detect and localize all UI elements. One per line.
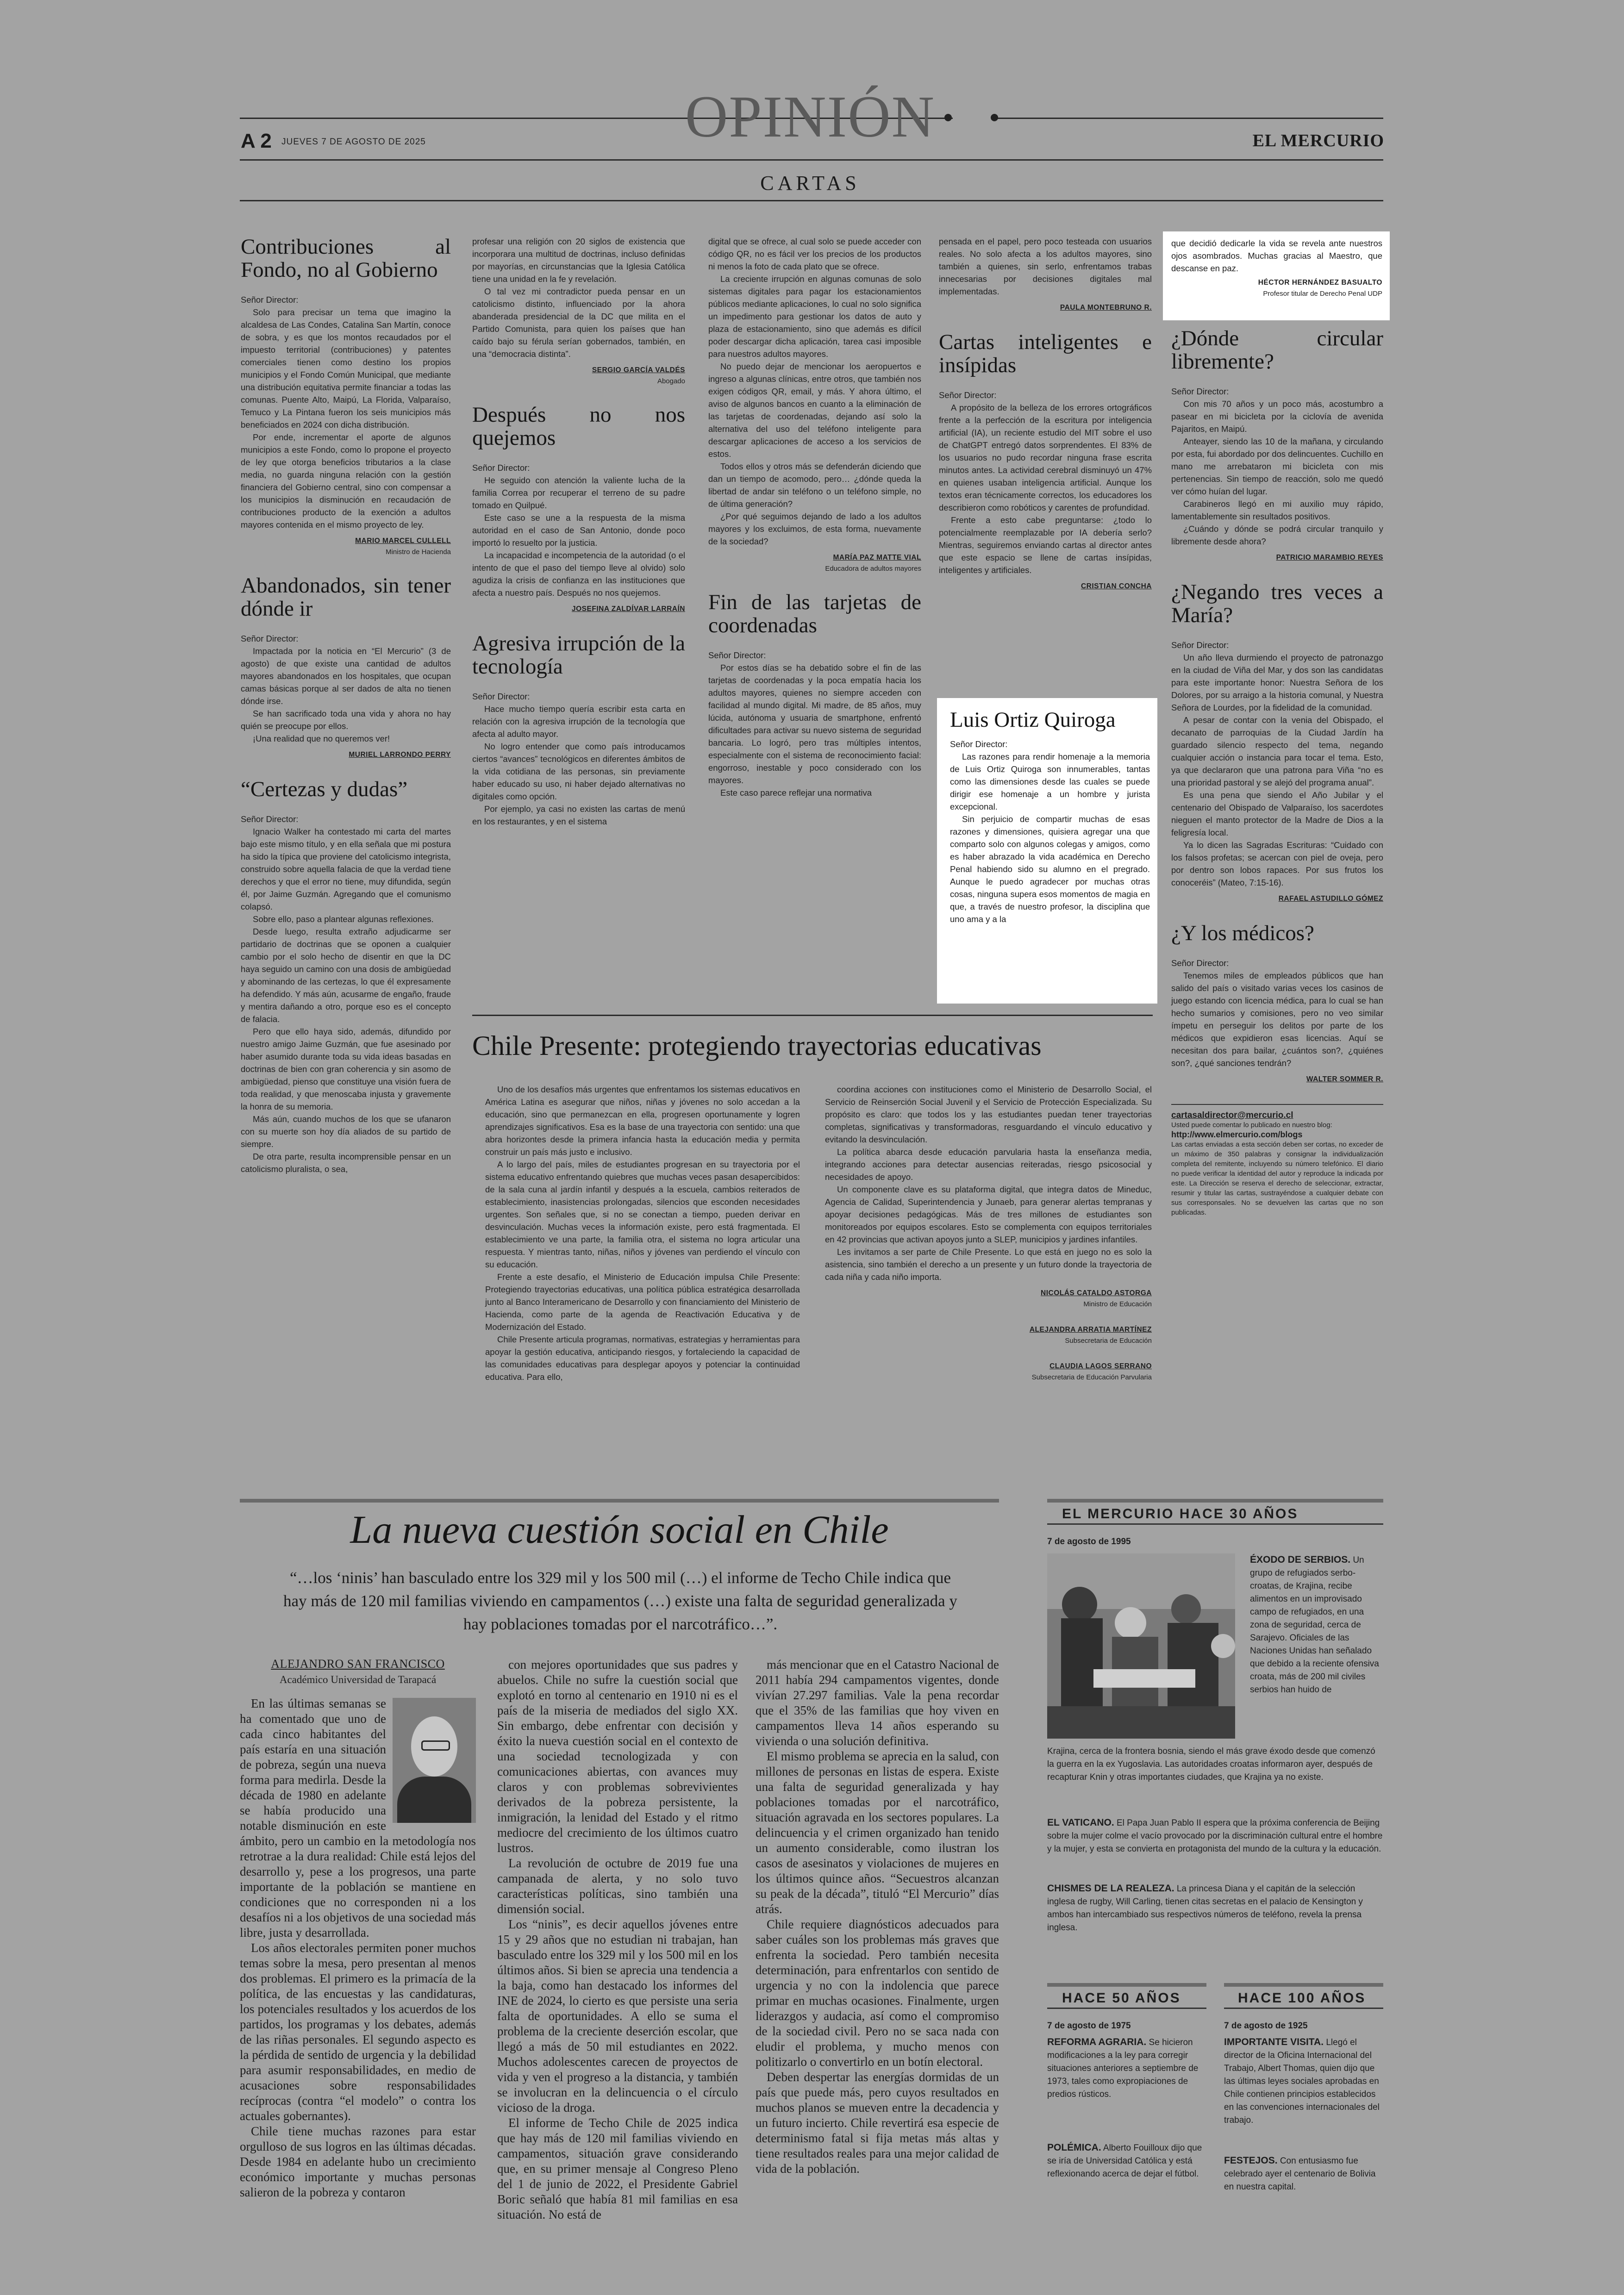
letter-paragraph: Carabineros llegó en mi auxilio muy rápido, lamentablemente sin resultados positivos. [1171, 499, 1383, 521]
signature-role: Ministro de Hacienda [386, 548, 451, 556]
article-paragraph: El mismo problema se aprecia en la salud, con millones de personas en listas de espera. Existe una falta de seguridad generalizada y hay poblaciones tomadas por el narcotráfico, situación agravada en los sectores populares. La delincuencia y el crimen organizado han tenido un aumento considerable, como ilustran los casos de asesinatos y violaciones de mujeres en los últimos quince años. “Secuestros alcanzan su peak de la década”, tituló “El Mercurio” días atrás. [756, 1749, 999, 1916]
salutation: Señor Director: [472, 463, 530, 473]
letter-title: ¿Negando tres veces a María? [1171, 580, 1383, 627]
letter-title: Cartas inteligentes e insípidas [939, 330, 1152, 377]
signature: MARIO MARCEL CULLELL [355, 537, 451, 545]
op-ed-column-3 [756, 1657, 999, 2177]
op-ed-body-col1 [240, 1696, 476, 2200]
letter-paragraph: Desde luego, resulta extraño adjudicarme ser partidario de doctrinas que se oponen a cualquier cambio por el solo hecho de disentir en que la DC haya seguido un camino con una dosis de ambigüedad y abominando de las certezas, lo que él expresamente ha defendido. Y más aún, acusarme de engaño, fraude y mentira dañando a otro, porque eso es el concepto de falacia. [241, 927, 451, 1024]
hace-30-item-3 [1047, 1882, 1383, 1934]
signature: MURIEL LARRONDO PERRY [349, 751, 451, 759]
op-ed-pull-quote: “…los ‘ninis’ han basculado entre los 329 mil y los 500 mil (…) el informe de Techo Chile indica que hay más de 120 mil familias viviendo en campamentos (…) existe una falta de seguridad generalizada y hay poblaciones tomadas por el narcotráfico…”. [283, 1569, 957, 1633]
salutation: Señor Director: [1171, 387, 1229, 396]
letter-paragraph: Por ejemplo, ya casi no existen las cartas de menú en los restaurantes, y en el sistema [472, 804, 685, 826]
op-ed-author: ALEJANDRO SAN FRANCISCO [271, 1657, 445, 1671]
news-item-title: FESTEJOS. [1224, 2155, 1278, 2166]
letter-paragraph: Ya lo dicen las Sagradas Escrituras: “Cuidado con los falsos profetas; se acercan con piel de oveja, pero por dentro son lobos rapaces. Por sus frutos los conoceréis” (Mateo, 7:15-16). [1171, 840, 1383, 887]
letter-title: Fin de las tarjetas de coordenadas [708, 590, 921, 637]
salutation: Señor Director: [241, 634, 299, 643]
salutation: Señor Director: [1171, 640, 1229, 650]
page-label: A 2 [241, 130, 272, 152]
hace-30-item-1-continued: Krajina, cerca de la frontera bosnia, siendo el más grave éxodo desde que comenzó la guerra en la ex Yugoslavia. Las autoridades croatas informaron ayer, después de recapturar Knin y otras importantes ciudades, que Krajina ya no existe. [1047, 1746, 1375, 1782]
article-paragraph: coordina acciones con instituciones como el Ministerio de Desarrollo Social, el Servicio de Reinserción Social Juvenil y el Servicio de Protección Especializada. Su propósito es claro: que todos los y las estudiantes puedan tener trayectorias completas, significativas y transformadoras, resguardando el vínculo educativo y evitando la desvinculación. [825, 1085, 1152, 1144]
signature: CLAUDIA LAGOS SERRANO [1049, 1362, 1152, 1370]
salutation: Señor Director: [939, 390, 997, 400]
hace-100-header [1224, 1983, 1383, 2009]
highlighted-letter-box-continued [1163, 231, 1390, 320]
letters-column-2 [472, 235, 685, 828]
letter-paragraph: Más aún, cuando muchos de los que se ufanaron con su muerte son hoy día aliados de su partido de siempre. [241, 1114, 451, 1149]
signature: SERGIO GARCÍA VALDÉS [592, 366, 685, 374]
salutation: Señor Director: [950, 739, 1008, 749]
letter-paragraph: digital que se ofrece, al cual solo se puede acceder con código QR, no es fácil ver los precios de los productos ni menos la foto de cada plato que se ofrece. [708, 237, 921, 271]
article-paragraph: Uno de los desafíos más urgentes que enfrentamos los sistemas educativos en América Latina es asegurar que niños, niñas y jóvenes no solo accedan a la educación, sino que permanezcan en ella, progresen oportunamente y logren aprendizajes significativos. Esa es la base de una trayectoria con sentido: una que abra horizontes desde la primera infancia hasta la educación media y permita construir un país más justo e inclusivo. [485, 1085, 800, 1157]
news-item-title: EL VATICANO. [1047, 1817, 1114, 1828]
article-paragraph: El informe de Techo Chile de 2025 indica que hay más de 120 mil familias viviendo en campamentos, situación grave considerando que, en su primer mensaje al Congreso Pleno del 1 de junio de 2022, el Presidente Gabriel Boric señaló que había 81 mil familias en esa situación. No está de [497, 2116, 738, 2221]
article-paragraph: Chile tiene muchas razones para estar orgulloso de sus logros en las últimas décadas. Desde 1984 en adelante hubo un crecimiento económico importante y muchas personas salieron de la pobreza y contaron [240, 2124, 476, 2199]
salutation: Señor Director: [472, 692, 530, 701]
hace-100-item-1 [1224, 2036, 1383, 2127]
hace-30-header [1047, 1499, 1383, 1525]
article-paragraph: Los años electorales permiten poner muchos temas sobre la mesa, pero presentan al menos dos problemas. El primero es la primacía de la política, de las encuestas y las candidaturas, los potenciales resultados y los acuerdos de los partidos, los programas y los debates, además de las riñas personales. El segundo aspecto es la pérdida de sentido de urgencia y la debilidad para asumir responsabilidades, en medio de acusaciones sobre responsabilidades recíprocas (contra “el modelo” o contra los actuales gobernantes). [240, 1941, 476, 2123]
letter-paragraph: O tal vez mi contradictor pueda pensar en un catolicismo distinto, influenciado por la ahora abanderada presidencial de la DC que milita en el Partido Comunista, para quien los países que han caído bajo su férula serían gobernados, también, en una “democracia distinta”. [472, 287, 685, 359]
letter-title: Después no nos quejemos [472, 403, 685, 450]
hace-100-date: 7 de agosto de 1925 [1224, 2021, 1308, 2031]
signature-role: Subsecretaria de Educación [1065, 1337, 1152, 1345]
news-item-text: El Papa Juan Pablo II espera que la próxima conferencia de Beijing sobre la mujer colme el vacío provocado por la discriminación cultural entre el hombre y la mujer, y esta se convierta en protagonista del mundo de la cultura y la educación. [1047, 1818, 1383, 1854]
chile-presente-column-2 [825, 1083, 1152, 1383]
letter-paragraph: que decidió dedicarle la vida se revela ante nuestros ojos asombrados. Muchas gracias al Maestro, que descanse en paz. [1171, 238, 1382, 273]
op-ed-column-2 [497, 1657, 738, 2222]
contact-box [1171, 1104, 1383, 1217]
letters-column-1 [241, 235, 451, 1175]
issue-date: JUEVES 7 DE AGOSTO DE 2025 [281, 137, 426, 147]
signature: MARÍA PAZ MATTE VIAL [833, 554, 921, 561]
news-item-title: POLÉMICA. [1047, 2142, 1101, 2153]
letter-title: Luis Ortiz Quiroga [950, 708, 1116, 732]
letters-column-4 [939, 235, 1152, 592]
brand-logo: EL MERCURIO [1252, 131, 1384, 150]
letter-paragraph: Se han sacrificado toda una vida y ahora no hay quién se preocupe por ellos. [241, 709, 451, 731]
hace-100-item-2 [1224, 2154, 1383, 2194]
hace-50-item-1 [1047, 2036, 1206, 2101]
letter-title: ¿Dónde circular libremente? [1171, 326, 1383, 374]
signature-role: Educadora de adultos mayores [825, 565, 921, 573]
letter-paragraph: profesar una religión con 20 siglos de existencia que incorporara una multitud de doctrinas, incluso definidas por mayorías, en circunstancias que la Iglesia Católica tiene una unidad en la fe y revelación. [472, 237, 685, 284]
letter-paragraph: A pesar de contar con la venia del Obispado, el decanato de parroquias de la Ciudad Jardín ha guardado silencio respecto del tema, negando cualquier acción o instancia para tocar el tema. Esto, ya que declararon que una patrona para Viña “no es una prioridad pastoral y se alejó del programa anual”. [1171, 715, 1383, 787]
letter-paragraph: Ignacio Walker ha contestado mi carta del martes bajo este mismo título, y en ella señala que mi postura ha sido la típica que proviene del catolicismo integrista, construido sobre aquella falacia de que la verdad tiene derechos y que el error no tiene, muy difundida, según él, por Jaime Guzmán. Agregando que el comunismo colapsó. [241, 827, 451, 911]
signature: JOSEFINA ZALDÍVAR LARRAÍN [572, 605, 685, 613]
article-paragraph: Chile Presente articula programas, normativas, estrategias y herramientas para apoyar la gestión educativa, anticipando riesgos, y fortaleciendo la capacidad de las comunidades educativas para desplegar apoyos y potenciar la continuidad educativa. Para ello, [485, 1335, 800, 1382]
letter-title: Abandonados, sin tener dónde ir [241, 574, 451, 621]
salutation: Señor Director: [241, 295, 299, 305]
letter-paragraph: Por ende, incrementar el aporte de algunos municipios a este Fondo, como lo propone el proyecto de ley que otorga beneficios tributarios a la clase media, no guarda ninguna relación con la gestión financiera del Gobierno central, sino con compensar a los municipios la disminución en recaudación de contribuciones producto de la exención a adultos mayores contenida en el mismo proyecto de ley. [241, 432, 451, 530]
op-ed-column-1 [240, 1657, 476, 2200]
news-item-text: Llegó el director de la Oficina Internacional del Trabajo, Albert Thomas, quien dijo que las últimas leyes sociales aprobadas en Chile contienen principios establecidos en las convenciones internacionales del trabajo. [1224, 2038, 1380, 2125]
letter-title: “Certezas y dudas” [241, 777, 408, 801]
header-rule-mid [240, 159, 1383, 161]
signature: PAULA MONTEBRUNO R. [1060, 304, 1152, 312]
letter-paragraph: pensada en el papel, pero poco testeada con usuarios reales. No solo afecta a los adultos mayores, sino también a quienes, sin serlo, enfrentamos trabas innecesarias por decisiones digitales mal implementadas. [939, 237, 1152, 296]
letter-paragraph: La creciente irrupción en algunas comunas de solo sistemas digitales para pagar los estacionamientos públicos mediante aplicaciones, lo cual no solo significa un impedimento para gestionar los datos de auto y plaza de estacionamiento, sino que además es difícil poder descargar dicha aplicación, tarea casi imposible para nuestros adultos mayores. [708, 274, 921, 359]
article-paragraph: Deben despertar las energías dormidas de un país que puede más, pero cuyos resultados en muchos planos se mueven entre la decadencia y un futuro incierto. Chile revertirá esa especie de determinismo fatal si fija metas más altas y tiene resultados reales para una mejor calidad de vida de la población. [756, 2070, 999, 2176]
chile-presente-column-1 [485, 1083, 800, 1383]
letter-paragraph: Este caso parece reflejar una normativa [720, 788, 872, 798]
section-title: OPINIÓN [685, 84, 936, 150]
news-item-text: Un grupo de refugiados serbo-croatas, de Krajina, recibe alimentos en un improvisado campo de refugiados, en una zona de seguridad, cerca de Sarajevo. Oficiales de las Naciones Unidas han señalado que debido a la reciente ofensiva croata, más de 200 mil civiles serbios han huido de [1250, 1555, 1379, 1695]
letter-paragraph: Hace mucho tiempo quería escribir esta carta en relación con la agresiva irrupción de la tecnología que afecta al adulto mayor. [472, 704, 685, 739]
news-item-text: Con entusiasmo fue celebrado ayer el centenario de Bolivia en nuestra capital. [1224, 2156, 1376, 2192]
signature-role: Profesor titular de Derecho Penal UDP [1263, 290, 1382, 298]
subsection-title: CARTAS [760, 172, 860, 194]
letter-paragraph: Anteayer, siendo las 10 de la mañana, y circulando por esta, fui abordado por dos delincuentes. Cuchillo en mano me arrebataron mi bicicleta con mis pertenencias. Sin tiempo de reacción, solo me quedó ver cómo huían del lugar. [1171, 437, 1383, 496]
hace-50-heading: HACE 50 AÑOS [1062, 1990, 1181, 2006]
letter-paragraph: Frente a esto cabe preguntarse: ¿todo lo potencialmente reemplazable por IA debería serlo? Mientras, seguiremos enviando cartas al director antes que este espacio se llene de cartas insípidas, inteligentes y artificiales. [939, 515, 1152, 575]
signature: WALTER SOMMER R. [1306, 1075, 1383, 1083]
news-item-text: Se hicieron modificaciones a la ley para corregir situaciones anteriores a septiembre de 1973, tales como expropiaciones de predios rústicos. [1047, 2038, 1199, 2099]
letter-paragraph: He seguido con atención la valiente lucha de la familia Correa por recuperar el terreno de su padre tomado en Quilpué. [472, 475, 685, 510]
salutation: Señor Director: [241, 814, 299, 824]
news-item-title: CHISMES DE LA REALEZA. [1047, 1883, 1174, 1894]
hace-50-header [1047, 1983, 1206, 2009]
salutation: Señor Director: [1171, 958, 1229, 968]
article-paragraph: Los “ninis”, es decir aquellos jóvenes entre 15 y 29 años que no estudian ni trabajan, han basculado entre los 329 mil y los 500 mil en los últimos años. Si bien se aprecia una tendencia a la baja, como han destacado los informes del INE de 2024, lo cierto es que persiste una seria falta de oportunidades. A ello se suma el problema de la creciente deserción escolar, que llegó a más de 50 mil estudiantes en 2022. Muchos adolescentes carecen de proyectos de vida y ven el progreso a la distancia, y también se involucran en la delincuencia o el círculo vicioso de la droga. [497, 1917, 738, 2114]
salutation: Señor Director: [708, 650, 766, 660]
letter-paragraph: Sobre ello, paso a plantear algunas reflexiones. [253, 914, 434, 924]
hace-50-item-2 [1047, 2141, 1206, 2181]
letter-title: Contribuciones al Fondo, no al Gobierno [241, 235, 451, 282]
hace-100-heading: HACE 100 AÑOS [1238, 1990, 1366, 2006]
letter-title: ¿Y los médicos? [1171, 921, 1314, 945]
letter-paragraph: Las razones para rendir homenaje a la memoria de Luis Ortiz Quiroga son innumerables, tantas como las dimensiones desde las cuales se puede dirigir ese homenaje a un hombre y jurista excepcional. [950, 752, 1150, 811]
letter-paragraph: Sin perjuicio de compartir muchas de esas razones y dimensiones, quisiera agregar una que comparto solo con algunos colegas y amigos, como es haber abrazado la vida académica en Derecho Penal habiendo sido su alumno en el pregrado. Aunque le puedo agradecer por muchas otras cosas, ninguna supera esos momentos de magia en que, a través de nuestro profesor, la disciplina que uno ama y a la [950, 814, 1150, 924]
hace-30-item-2 [1047, 1816, 1383, 1856]
article-paragraph: Frente a este desafío, el Ministerio de Educación impulsa Chile Presente: Protegiendo trayectorias educativas, una política pública estratégica desarrollada junto al Banco Interamericano de Desarrollo y con financiamiento del Ministerio de Hacienda, como parte de la agenda de Reactivación Educativa y de Modernización del Estado. [485, 1272, 800, 1332]
news-item-text: Alberto Fouilloux dijo que se iría de Universidad Católica y está reflexionando acerca de dejar el fútbol. [1047, 2143, 1202, 2179]
article-paragraph: La revolución de octubre de 2019 fue una campanada de alerta, y no solo tuvo características políticas, sino también una dimensión social. [497, 1856, 738, 1916]
letter-paragraph: ¡Una realidad que no queremos ver! [253, 734, 390, 743]
blog-link[interactable]: http://www.elmercurio.com/blogs [1171, 1130, 1303, 1139]
article-paragraph: Chile requiere diagnósticos adecuados para saber cuáles son los problemas más graves que enfrenta la sociedad. Pero también necesita determinación, para enfrentarlos con sentido de urgencia y no con la indolencia que parece primar en muchas ocasiones. Finalmente, urgen liderazgos y audacia, así como el compromiso de la sociedad civil. Pero no se saca nada con eludir el problema, y mucho menos con politizarlo o convertirlo en un botín electoral. [756, 1917, 999, 2069]
letter-paragraph: No puedo dejar de mencionar los aeropuertos e ingreso a algunas clínicas, entre otros, que también nos exigen códigos QR, email, y más. Y ahora último, el aviso de algunos bancos en cuanto a la eliminación de las tarjetas de coordenadas, dejando así solo la alternativa del uso del teléfono inteligente para descargar aplicaciones de acceso a los servicios de estos. [708, 362, 921, 459]
letter-paragraph: Impactada por la noticia en “El Mercurio” (3 de agosto) de que existe una cantidad de adultos mayores abandonados en los hospitales, que ocupan camas básicas porque al ser dados de alta no tienen dónde irse. [241, 646, 451, 706]
signature: NICOLÁS CATALDO ASTORGA [1041, 1289, 1152, 1297]
letter-paragraph: No logro entender que como país introducamos ciertos “avances” tecnológicos en diferentes ámbitos de la vida cotidiana de las personas, sin previamente haber educado su uso, ni haber dejado alternativas no digitales como opción. [472, 742, 685, 801]
contact-blog-text: Usted puede comentar lo publicado en nuestro blog: [1171, 1121, 1332, 1129]
signature-role: Abogado [657, 377, 685, 385]
letter-paragraph: Tenemos miles de empleados públicos que han salido del país o visitado varias veces los casinos de juego estando con licencia médica, para lo cual se han hecho sumarios y comisiones, pero no veo similar ímpetu en perseguir los delitos por parte de los médicos que expidieron esas licencias. Aquí se necesitan dos para bailar, ¿cuántos son?, ¿quiénes son?, ¿qué sanciones tendrán? [1171, 971, 1383, 1068]
letter-paragraph: A propósito de la belleza de los errores ortográficos frente a la perfección de la escritura por inteligencia artificial (IA), un reciente estudio del MIT sobre el uso de ChatGPT entregó datos sorprendentes. El 83% de los usuarios no pudo recordar ninguna frase escrita minutos antes. La actividad cerebral disminuyó un 47% en quienes usaban inteligencia artificial. Aunque los textos eran técnicamente correctos, los educadores los describieron como robóticos y carentes de profundidad. [939, 403, 1152, 512]
news-item-title: REFORMA AGRARIA. [1047, 2037, 1147, 2047]
letter-paragraph: La incapacidad e incompetencia de la autoridad (o el intento de que el paso del tiempo lleve al olvido) solo agudiza la crisis de confianza en las instituciones que afecta a nuestro país. Después no nos quejemos. [472, 550, 685, 598]
letters-policy: Las cartas enviadas a esta sección deben ser cortas, no exceder de un máximo de 350 palabras y consignar la individualización completa del remitente, incluyendo su número telefónico. El diario no puede verificar la identidad del autor y reproduce la indicada por este. La Dirección se reserva el derecho de seleccionar, extractar, resumir y titular las cartas, sustrayéndose a cualquier debate con sus corresponsales. No se devuelven las cartas que no son publicadas. [1171, 1141, 1383, 1216]
chile-presente-rule [472, 1015, 1153, 1016]
signature-role: Ministro de Educación [1083, 1300, 1152, 1308]
news-item-title: IMPORTANTE VISITA. [1224, 2037, 1324, 2047]
signature-role: Subsecretaria de Educación Parvularia [1031, 1373, 1152, 1381]
letter-paragraph: Es una pena que siendo el Año Jubilar y el centenario del Obispado de Valparaíso, los sacerdotes nieguen el manto protector de la Madre de Dios a la feligresía local. [1171, 790, 1383, 837]
header-dot-right [991, 114, 998, 121]
letters-column-3 [708, 235, 921, 799]
letter-paragraph: Este caso se une a la respuesta de la misma autoridad en el caso de San Antonio, donde poco importó lo resuelto por la justicia. [472, 513, 685, 548]
letter-paragraph: ¿Cuándo y dónde se podrá circular tranquilo y libremente desde ahora? [1171, 524, 1383, 546]
letter-paragraph: ¿Por qué seguimos dejando de lado a los adultos mayores y los excluimos, de esta forma, nuevamente de la sociedad? [708, 511, 921, 546]
op-ed-top-rule [240, 1499, 999, 1503]
hace-30-item-1 [1250, 1553, 1384, 1696]
letter-paragraph: Solo para precisar un tema que imagino la alcaldesa de Las Condes, Catalina San Martín, conoce de sobra, y es que los montos recaudados por el impuesto territorial (contribuciones) y patentes comerciales tienen como destino los propios municipios y el Fondo Común Municipal, que mediante una distribución equitativa permite financiar a todas las comunas. Puente Alto, Maipú, La Florida, Valparaíso, Temuco y La Pintana fueron los seis municipios más beneficiados en 2024 con dicha distribución. [241, 307, 451, 430]
letter-paragraph: Pero que ello haya sido, además, difundido por nuestro amigo Jaime Guzmán, que fue asesinado por haber asumido durante toda su vida ideas basadas en doctrinas de bien con gran coherencia y sin asomo de ambigüedad, pienso que constituye una visión fuera de toda realidad, y que menoscaba injusta y gravemente la honra de su memoria. [241, 1027, 451, 1111]
signature: PATRICIO MARAMBIO REYES [1276, 554, 1383, 561]
letter-paragraph: De otra parte, resulta incomprensible pensar en un catolicismo pluralista, o sea, [241, 1152, 451, 1174]
letter-title: Agresiva irrupción de la tecnología [472, 631, 685, 679]
signature: HÉCTOR HERNÁNDEZ BASUALTO [1258, 279, 1382, 287]
author-photo [393, 1698, 476, 1823]
article-paragraph: con mejores oportunidades que sus padres y abuelos. Chile no sufre la cuestión social que explotó en torno al centenario en 1910 ni es el país de la miseria de mediados del siglo XX. Sin embargo, debe enfrentar con decisión y éxito la nueva cuestión social en el contexto de una sociedad tecnologizada y con comunicaciones abiertas, con avances muy claros y con problemas sobrevivientes derivados de la pobreza persistente, la inmigración, la lenidad del Estado y el ritmo mediocre del crecimiento de los últimos cuatro lustros. [497, 1658, 738, 1855]
article-paragraph: más mencionar que en el Catastro Nacional de 2011 había 294 campamentos vigentes, donde vivían 27.297 familias. Vale la pena recordar que el 35% de las familias que hoy viven en campamentos lleva 14 años esperando su vivienda o una solución definitiva. [756, 1658, 999, 1748]
letter-paragraph: Con mis 70 años y un poco más, acostumbro a pasear en mi bicicleta por la ciclovía de avenida Pajaritos, en Maipú. [1171, 399, 1383, 434]
header-rule-bottom [240, 200, 1383, 201]
news-item-text: La princesa Diana y el capitán de la selección inglesa de rugby, Will Carling, tienen citas secretas en el palacio de Kensington y ambos han intercambiado sus respectivos números de teléfono, revela la prensa inglesa. [1047, 1884, 1363, 1933]
signature: ALEJANDRA ARRATIA MARTÍNEZ [1029, 1326, 1152, 1334]
hace-30-heading: EL MERCURIO HACE 30 AÑOS [1062, 1506, 1299, 1522]
article-paragraph: A lo largo del país, miles de estudiantes progresan en su trayectoria por el sistema educativo enfrentando quiebres que muchas veces pasan desapercibidos: de la sala cuna al jardín infantil y después a la escuela, cambios reiterados de establecimiento, inasistencias prolongadas, silencios que esconden necesidades urgentes. Son señales que, si no se conectan a tiempo, pueden derivar en desvinculación. Muchas veces la información existe, pero está fragmentada. El establecimiento ve una parte, la familia otra, el sistema no logra articular una respuesta. Y mientras tanto, niñas, niños y jóvenes van perdiendo el vínculo con su educación. [485, 1160, 800, 1269]
hace-50-date: 7 de agosto de 1975 [1047, 2021, 1131, 2031]
highlighted-letter-box [937, 698, 1157, 1004]
news-item-title: ÉXODO DE SERBIOS. [1250, 1554, 1351, 1565]
letter-paragraph: Un año lleva durmiendo el proyecto de patronazgo en la ciudad de Viña del Mar, y dos son las candidatas para este importante honor: Nuestra Señora de los Dolores, por su arraigo a la historia comunal, y Nuestra Señora de Lourdes, por la fidelidad de la comunidad. [1171, 653, 1383, 712]
chile-presente-title: Chile Presente: protegiendo trayectorias educativas [472, 1030, 1042, 1061]
article-paragraph: Un componente clave es su plataforma digital, que integra datos de Mineduc, Agencia de Calidad, Superintendencia y Junaeb, para generar alertas tempranas y apoyar decisiones pedagógicas. Más de tres millones de estudiantes son monitoreados por equipos escolares. Esto se complementa con equipos territoriales en 42 provincias que activan apoyos junto a SLEP, municipios y jardines infantiles. [825, 1185, 1152, 1244]
contact-email-link[interactable]: cartasaldirector@mercurio.cl [1171, 1110, 1293, 1120]
article-paragraph: Les invitamos a ser parte de Chile Presente. Lo que está en juego no es solo la asistencia, sino también el derecho a un presente y un futuro donde la trayectoria de cada niña y cada niño importa. [825, 1247, 1152, 1282]
signature: CRISTIAN CONCHA [1081, 582, 1152, 590]
article-paragraph: En las últimas semanas se ha comentado que uno de cada cinco habitantes del país estaría en una situación de pobreza, según una nueva forma para medirla. Desde la década de 1980 en adelante se había producido una notable disminución en este ámbito, pero un cambio en la metodología nos retrotrae a la dura realidad: Chile está lejos del desarrollo y, pese a los progresos, una parte importante de la población se mantiene en condiciones que no corresponden ni a los desafíos ni a los objetivos de una sociedad más libre, justa y desarrollada. [240, 1696, 476, 1940]
op-ed-title: La nueva cuestión social en Chile [350, 1507, 889, 1552]
op-ed-affiliation: Académico Universidad de Tarapacá [279, 1674, 437, 1685]
letter-paragraph: Todos ellos y otros más se defenderán diciendo que dan un tiempo de acomodo, pero… ¿dónde queda la libertad de andar sin teléfono o un teléfono simple, no de última generación? [708, 461, 921, 509]
hace-30-date: 7 de agosto de 1995 [1047, 1537, 1131, 1547]
signature: RAFAEL ASTUDILLO GÓMEZ [1278, 895, 1383, 903]
letters-column-5 [1171, 327, 1383, 1217]
article-paragraph: La política abarca desde educación parvularia hasta la enseñanza media, integrando acciones para detectar ausencias reiteradas, riesgo psicosocial y necesidades de apoyo. [825, 1147, 1152, 1182]
header-rule-right [994, 118, 1383, 119]
letter-paragraph: Por estos días se ha debatido sobre el fin de las tarjetas de coordenadas y la poca empatía hacia los adultos mayores, quienes no siempre acceden con facilidad al mundo digital. Mi madre, de 85 años, muy lúcida, autónoma y usuaria de smartphone, enfrentó dificultades para activar su nuevo sistema de seguridad bancaria. Lo logró, pero tras múltiples intentos, especialmente con el sistema de reconocimiento facial: engorroso, inestable y poco considerado con los mayores. [708, 663, 921, 785]
refugees-photo [1047, 1553, 1235, 1739]
